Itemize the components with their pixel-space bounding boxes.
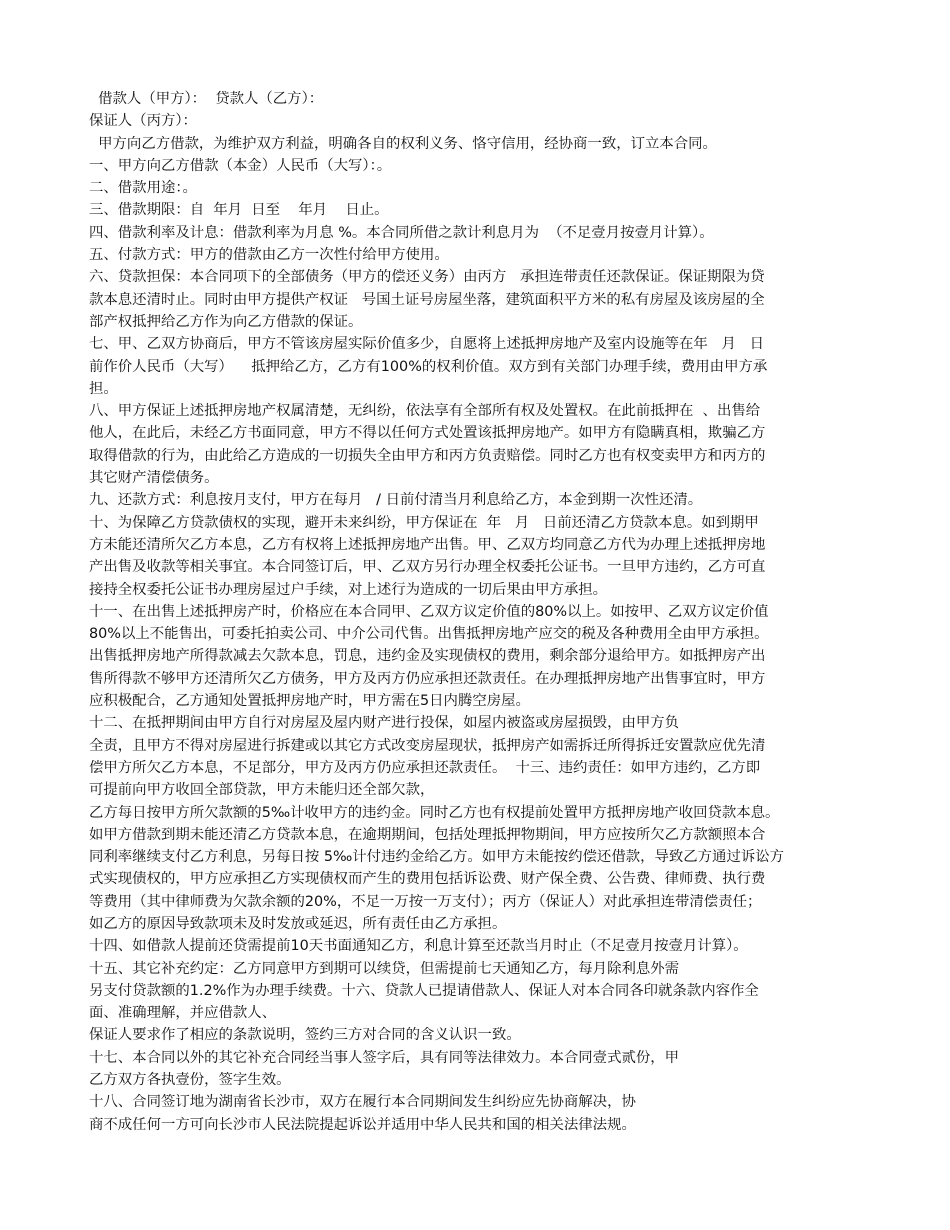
contract-text-line: 款本息还清时止。同时由甲方提供产权证 号国土证号房屋坐落，建筑面积平方米的私有房屋及该房屋的全: [89, 291, 765, 308]
contract-text-line: 全责，且甲方不得对房屋进行拆建或以其它方式改变房屋现状，抵押房产如需拆迁所得拆迁安置款应优先清: [89, 737, 766, 754]
contract-text-line: 担。: [89, 380, 118, 397]
contract-text-line: 取得借款的行为，由此给乙方造成的一切损失全由甲方和丙方负责赔偿。同时乙方也有权变卖甲方和丙方的: [89, 447, 766, 464]
contract-text-line: 一、甲方向乙方借款（本金）人民币（大写）：。: [89, 157, 392, 174]
contract-text-line: 前作价人民币（大写） 抵押给乙方，乙方有100%的权利价值。双方到有关部门办理手续，费用由甲方承: [89, 358, 768, 375]
contract-text-line: 接持全权委托公证书办理房屋过户手续，对上述行为造成的一切后果由甲方承担。: [89, 581, 608, 598]
contract-text-line: 等费用（其中律师费为欠款余额的20%，不足一万按一万支付）；丙方（保证人）对此承担连带清偿责任；: [89, 893, 762, 910]
contract-text-line: 他人，在此后，未经乙方书面同意，甲方不得以任何方式处置该抵押房地产。如甲方有隐瞒真相，欺骗乙方: [89, 425, 766, 442]
contract-text-line: 式实现债权的，甲方应承担乙方实现债权而产生的费用包括诉讼费、财产保全费、公告费、律师费、执行费: [89, 871, 766, 888]
contract-text-line: 十、为保障乙方贷款债权的实现，避开未来纠纷，甲方保证在 年 月 日前还清乙方贷款本息。如到期甲: [89, 514, 759, 531]
contract-text-line: 八、甲方保证上述抵押房地产权属清楚，无纠纷，依法享有全部所有权及处置权。在此前抵押在 、出售给: [89, 403, 761, 420]
contract-text-line: 九、还款方式：利息按月支付，甲方在每月 / 日前付清当月利息给乙方，本金到期一次性还清。: [89, 492, 703, 509]
contract-text-line: 十一、在出售上述抵押房产时，价格应在本合同甲、乙双方议定价值的80%以上。如按甲、乙双方议定价值: [89, 603, 769, 620]
contract-text-line: 十二、在抵押期间由甲方自行对房屋及屋内财产进行投保，如屋内被盗或房屋损毁，由甲方负: [89, 715, 680, 732]
contract-text-line: 七、甲、乙双方协商后，甲方不管该房屋实际价值多少，自愿将上述抵押房地产及室内设施等在年 月 日: [89, 336, 765, 353]
contract-text-line: 乙方双方各执壹份，签字生效。: [89, 1072, 291, 1089]
contract-text-line: 售所得款不够甲方还清所欠乙方债务，甲方及丙方仍应承担还款责任。在办理抵押房地产出售事宜时，甲方: [89, 670, 766, 687]
contract-text-line: 同利率继续支付乙方利息，另每日按 5‰计付违约金给乙方。如甲方未能按约偿还借款，导致乙方通过诉讼方: [89, 849, 785, 866]
contract-text-line: 十七、本合同以外的其它补充合同经当事人签字后，具有同等法律效力。本合同壹式贰份，甲: [89, 1049, 680, 1066]
contract-text-line: 方未能还清所欠乙方本息，乙方有权将上述抵押房地产出售。甲、乙双方均同意乙方代为办理上述抵押房地: [89, 536, 766, 553]
contract-text-line: 其它财产清偿债务。: [89, 470, 219, 487]
contract-text-line: 面、准确理解，并应借款人、: [89, 1005, 277, 1022]
contract-text-line: 偿甲方所欠乙方本息，不足部分，甲方及丙方仍应承担还款责任。 十三、违约责任：如甲方违约，乙方即: [89, 759, 761, 776]
contract-text-line: 十四、如借款人提前还贷需提前10天书面通知乙方，利息计算至还款当月时止（不足壹月按壹月计算）。: [89, 938, 748, 955]
contract-text-line: 另支付贷款额的1.2%作为办理手续费。十六、贷款人已提请借款人、保证人对本合同各印就条款内容作全: [89, 982, 759, 999]
contract-text-line: 借款人（甲方）： 贷款人（乙方）：: [89, 91, 324, 107]
contract-text-line: 保证人要求作了相应的条款说明，签约三方对合同的含义认识一致。: [89, 1027, 521, 1044]
contract-text-line: 二、借款用途：。: [89, 180, 197, 197]
contract-text-line: 商不成任何一方可向长沙市人民法院提起诉讼并适用中华人民共和国的相关法律法规。: [89, 1116, 636, 1133]
contract-text-line: 十五、其它补充约定：乙方同意甲方到期可以续贷，但需提前七天通知乙方，每月除利息外需: [89, 960, 680, 977]
contract-text-line: 保证人（丙方）：: [89, 113, 197, 130]
contract-text-line: 十八、合同签订地为湖南省长沙市，双方在履行本合同期间发生纠纷应先协商解决，协: [89, 1094, 636, 1111]
contract-text-line: 三、借款期限：自 年月 日至 年月 日止。: [89, 202, 389, 219]
contract-text-line: 甲方向乙方借款，为维护双方利益，明确各自的权利义务、恪守信用，经协商一致，订立本合同。: [89, 135, 717, 152]
contract-text-line: 应积极配合，乙方通知处置抵押房地产时，甲方需在5日内腾空房屋。: [89, 693, 530, 710]
contract-text-line: 部产权抵押给乙方作为向乙方借款的保证。: [89, 313, 363, 330]
contract-text-line: 六、贷款担保：本合同项下的全部债务（甲方的偿还义务）由丙方 承担连带责任还款保证。保证期限为贷: [89, 269, 765, 286]
contract-text-line: 出售抵押房地产所得款减去欠款本息，罚息，违约金及实现债权的费用，剩余部分退给甲方。如抵押房产出: [89, 648, 766, 665]
contract-text-line: 如乙方的原因导致款项未及时发放或延迟，所有责任由乙方承担。: [89, 915, 507, 932]
contract-text-line: 乙方每日按甲方所欠款额的5‰计收甲方的违约金。同时乙方也有权提前处置甲方抵押房地产收回贷款本息。: [89, 804, 780, 821]
contract-text-line: 产出售及收款等相关事宜。本合同签订后，甲、乙双方另行办理全权委托公证书。一旦甲方违约，乙方可直: [89, 559, 766, 576]
contract-document: [89, 88, 861, 1136]
contract-text-line: 四、借款利率及计息：借款利率为月息 %。本合同所借之款计利息月为 （不足壹月按壹月计算）。: [89, 224, 714, 241]
contract-text-line: 如甲方借款到期未能还清乙方贷款本息，在逾期期间，包括处理抵押物期间，甲方应按所欠乙方款额照本合: [89, 826, 766, 843]
contract-text-line: 80%以上不能售出，可委托拍卖公司、中介公司代售。出售抵押房地产应交的税及各种费用全由甲方承担。: [89, 626, 769, 643]
contract-text-line: 可提前向甲方收回全部贷款，甲方未能归还全部欠款，: [89, 782, 435, 799]
contract-text-line: 五、付款方式：甲方的借款由乙方一次性付给甲方使用。: [89, 247, 449, 264]
